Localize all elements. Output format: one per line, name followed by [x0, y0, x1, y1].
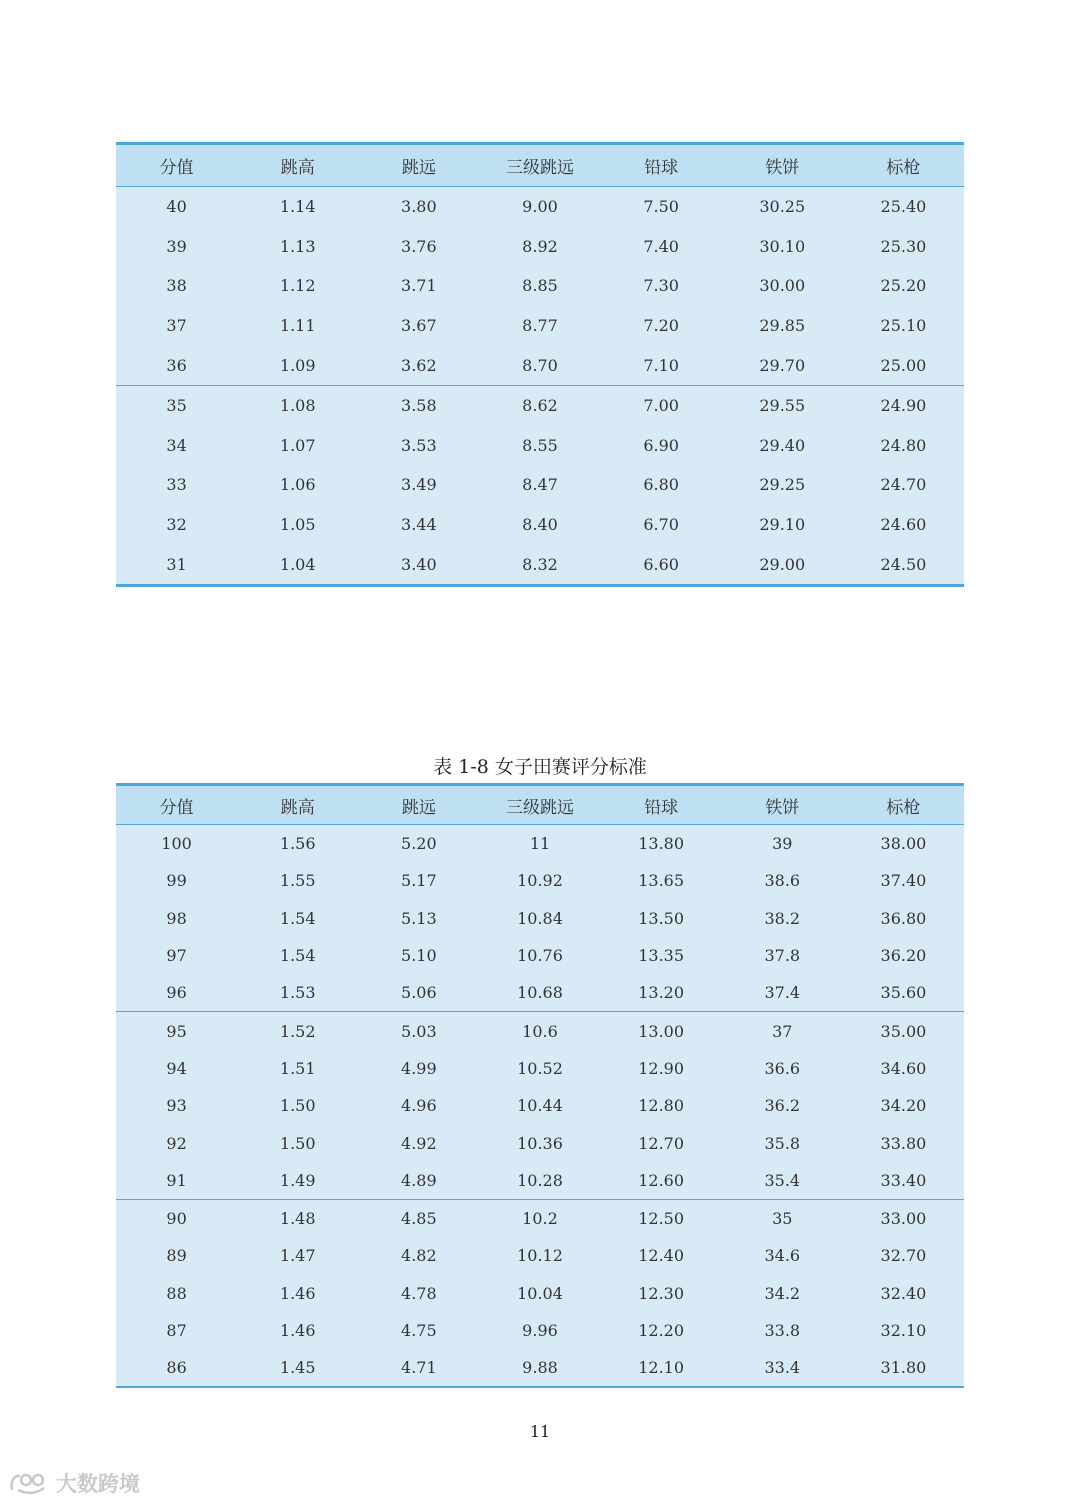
table-row	[116, 544, 964, 585]
table-cell: 1.04	[279, 554, 316, 574]
table-cell: 40	[166, 197, 187, 217]
table-cell: 12.70	[638, 1133, 685, 1153]
table-header-row	[116, 785, 964, 825]
column-header: 铁饼	[722, 144, 843, 187]
table-cell: 29.25	[759, 475, 806, 495]
table-row	[116, 1237, 964, 1274]
table-row	[116, 345, 964, 385]
table-cell: 4.82	[401, 1246, 437, 1266]
table-cell: 12.20	[638, 1321, 685, 1340]
table-cell: 4.96	[401, 1096, 437, 1116]
table-row	[116, 1050, 964, 1087]
table-row	[116, 862, 964, 899]
table-cell: 37.4	[722, 974, 843, 1012]
table-cell: 3.53	[401, 435, 437, 455]
table-cell: 10.2	[522, 1209, 558, 1229]
table-cell: 36.80	[880, 908, 927, 928]
table-cell: 5.03	[401, 1021, 437, 1041]
table-cell: 32.40	[880, 1283, 927, 1303]
table-cell: 1.49	[237, 1162, 358, 1200]
column-header: 分值	[116, 785, 237, 825]
table-cell: 9.88	[522, 1358, 558, 1378]
table-cell: 13.00	[638, 1021, 685, 1041]
table-cell: 37	[772, 1021, 793, 1041]
table-cell: 39	[772, 834, 793, 854]
table-cell: 12.10	[638, 1358, 685, 1378]
table-cell: 12.40	[638, 1246, 685, 1266]
scoring-table-continued	[116, 142, 964, 587]
table-cell: 8.55	[522, 435, 558, 455]
table-cell: 3.58	[401, 396, 437, 416]
table-cell: 35.00	[880, 1021, 927, 1041]
table-cell: 10.36	[517, 1133, 563, 1153]
table-cell: 8.85	[522, 276, 558, 296]
table-cell: 5.10	[401, 946, 437, 966]
table-cell: 35	[772, 1209, 793, 1229]
table-cell: 24.60	[880, 515, 927, 535]
table-cell: 36.20	[880, 946, 927, 966]
column-header: 三级跳远	[479, 144, 600, 187]
table-row	[116, 1312, 964, 1349]
table-cell: 3.67	[401, 316, 437, 336]
table-cell: 33.8	[764, 1321, 801, 1340]
table-cell: 1.09	[237, 345, 358, 385]
table-cell: 7.30	[643, 276, 679, 296]
table-cell: 88	[166, 1283, 187, 1303]
table-cell: 3.76	[401, 236, 437, 256]
table-row	[116, 1124, 964, 1161]
table-cell: 39	[166, 236, 187, 256]
table-cell: 1.08	[279, 396, 316, 416]
table-cell: 8.77	[522, 316, 558, 336]
table-cell: 3.62	[358, 345, 479, 385]
table-cell: 5.13	[401, 908, 437, 928]
table-cell: 32	[166, 515, 187, 535]
column-header: 跳高	[237, 785, 358, 825]
table-cell: 4.99	[401, 1058, 437, 1078]
table-cell: 1.07	[279, 435, 316, 455]
table-cell: 35.60	[843, 974, 964, 1012]
table-cell: 29.85	[759, 316, 806, 336]
table-cell: 10.28	[479, 1162, 600, 1200]
table-cell: 38.2	[764, 908, 801, 928]
table-cell: 12.30	[638, 1283, 685, 1303]
table-row	[116, 974, 964, 1012]
table-cell: 3.49	[401, 475, 437, 495]
table-cell: 86	[166, 1358, 187, 1378]
table-cell: 1.55	[279, 871, 316, 891]
column-header: 跳远	[358, 144, 479, 187]
table-cell: 7.50	[643, 197, 679, 217]
table-cell: 4.85	[401, 1209, 437, 1229]
table-cell: 24.50	[880, 554, 927, 574]
table-row	[116, 187, 964, 227]
table-cell: 11	[529, 834, 551, 854]
table-row	[116, 1162, 964, 1200]
watermark-text: 大数跨境	[56, 1472, 140, 1496]
table-cell: 89	[166, 1246, 187, 1266]
table-cell: 1.46	[279, 1321, 316, 1340]
table-cell: 1.05	[279, 515, 316, 535]
column-header: 三级跳远	[479, 785, 600, 825]
table-cell: 3.40	[401, 554, 437, 574]
table-cell: 13.80	[638, 834, 685, 854]
table-row	[116, 385, 964, 425]
table-cell: 1.56	[279, 834, 316, 854]
table-cell: 30.00	[759, 276, 806, 296]
table-cell: 8.62	[522, 396, 558, 416]
table-cell: 1.14	[279, 197, 316, 217]
table-cell: 6.60	[643, 554, 679, 574]
table-cell: 9.00	[522, 197, 558, 217]
table-cell: 3.80	[401, 197, 437, 217]
table-cell: 3.44	[401, 515, 437, 535]
table-cell: 35.8	[764, 1133, 801, 1153]
table-cell: 4.75	[401, 1321, 437, 1340]
table-cell: 33.40	[843, 1162, 964, 1200]
table-cell: 1.54	[279, 908, 316, 928]
women-field-scoring-table	[116, 783, 964, 1388]
table-cell: 1.06	[279, 475, 316, 495]
table-cell: 5.06	[358, 974, 479, 1012]
table-cell: 97	[166, 946, 187, 966]
table-cell: 91	[116, 1162, 237, 1200]
table-cell: 24.70	[880, 475, 927, 495]
table-cell: 25.10	[880, 316, 927, 336]
column-header: 标枪	[843, 144, 964, 187]
watermark	[8, 1468, 140, 1498]
table-row	[116, 1012, 964, 1050]
table-cell: 31	[166, 554, 187, 574]
table-cell: 38	[166, 276, 187, 296]
table-cell: 34.2	[764, 1283, 801, 1303]
table-row	[116, 426, 964, 466]
table-cell: 1.51	[279, 1058, 316, 1078]
table-cell: 32.10	[880, 1321, 927, 1340]
column-header: 分值	[116, 144, 237, 187]
table-cell: 25.00	[843, 345, 964, 385]
table-cell: 13.35	[638, 946, 685, 966]
table-cell: 1.13	[279, 236, 316, 256]
table-cell: 6.90	[643, 435, 679, 455]
table-cell: 29.00	[759, 554, 806, 574]
table-cell: 25.40	[880, 197, 927, 217]
table-cell: 34	[166, 435, 187, 455]
table-row	[116, 1087, 964, 1124]
table-cell: 96	[116, 974, 237, 1012]
table-cell: 1.50	[279, 1133, 316, 1153]
column-header: 跳远	[358, 785, 479, 825]
table-row	[116, 1199, 964, 1237]
column-header: 标枪	[843, 785, 964, 825]
table-cell: 29.40	[759, 435, 806, 455]
table-cell: 29.70	[722, 345, 843, 385]
table-cell: 33	[166, 475, 187, 495]
table-cell: 5.20	[401, 834, 437, 854]
table-cell: 1.48	[279, 1209, 316, 1229]
table-cell: 1.45	[279, 1358, 316, 1378]
column-header: 铅球	[601, 785, 722, 825]
table-cell: 7.10	[601, 345, 722, 385]
table-row	[116, 825, 964, 863]
table-cell: 1.52	[279, 1021, 316, 1041]
table-cell: 5.17	[401, 871, 437, 891]
table-header-row	[116, 144, 964, 187]
table-cell: 30.10	[759, 236, 806, 256]
table-cell: 3.71	[401, 276, 437, 296]
table-cell: 1.47	[279, 1246, 316, 1266]
table-cell: 10.04	[517, 1283, 563, 1303]
table-cell: 12.90	[638, 1058, 685, 1078]
table-cell: 1.54	[279, 946, 316, 966]
column-header: 跳高	[237, 144, 358, 187]
table-row	[116, 1275, 964, 1312]
table-row	[116, 465, 964, 505]
table-cell: 4.92	[401, 1133, 437, 1153]
table-cell: 34.6	[764, 1246, 801, 1266]
page-number: 11	[529, 1422, 551, 1441]
table-cell: 10.76	[517, 946, 563, 966]
table-cell: 12.50	[638, 1209, 685, 1229]
table-cell: 38.6	[764, 871, 801, 891]
table-cell: 1.53	[237, 974, 358, 1012]
table-cell: 8.92	[522, 236, 558, 256]
table-cell: 24.90	[880, 396, 927, 416]
table-cell: 35	[166, 396, 187, 416]
table-cell: 7.40	[643, 236, 679, 256]
table-cell: 1.12	[279, 276, 316, 296]
table-row	[116, 266, 964, 306]
table-cell: 12.60	[601, 1162, 722, 1200]
table-row	[116, 505, 964, 545]
table-row	[116, 306, 964, 346]
table-cell: 95	[166, 1021, 187, 1041]
table-cell: 35.4	[722, 1162, 843, 1200]
table-cell: 29.10	[759, 515, 806, 535]
table-cell: 34.20	[880, 1096, 927, 1116]
table-cell: 29.55	[759, 396, 806, 416]
table-cell: 36.6	[764, 1058, 801, 1078]
table-row	[116, 227, 964, 267]
table-cell: 12.80	[638, 1096, 685, 1116]
table-cell: 31.80	[880, 1358, 927, 1378]
table-cell: 13.65	[638, 871, 685, 891]
table-cell: 99	[166, 871, 187, 891]
table-cell: 36	[116, 345, 237, 385]
table-cell: 37.40	[880, 871, 927, 891]
table-cell: 90	[166, 1209, 187, 1229]
table-cell: 94	[166, 1058, 187, 1078]
column-header: 铅球	[601, 144, 722, 187]
table-cell: 8.70	[479, 345, 600, 385]
table-cell: 7.20	[643, 316, 679, 336]
table-cell: 25.30	[880, 236, 927, 256]
table-row	[116, 937, 964, 974]
table-cell: 10.44	[517, 1096, 563, 1116]
column-header: 铁饼	[722, 785, 843, 825]
table-cell: 9.96	[522, 1321, 558, 1340]
brand-logo-icon	[8, 1470, 52, 1496]
table-cell: 13.20	[601, 974, 722, 1012]
table-cell: 10.84	[517, 908, 563, 928]
table-cell: 1.50	[279, 1096, 316, 1116]
table-cell: 10.52	[517, 1058, 563, 1078]
table-cell: 10.68	[479, 974, 600, 1012]
table-cell: 10.6	[522, 1021, 558, 1041]
table-row	[116, 1349, 964, 1387]
table-cell: 4.78	[401, 1283, 437, 1303]
table-row	[116, 900, 964, 937]
table-cell: 24.80	[880, 435, 927, 455]
table-cell: 92	[166, 1133, 187, 1153]
table-cell: 8.40	[522, 515, 558, 535]
table-cell: 32.70	[880, 1246, 927, 1266]
table-cell: 10.92	[517, 871, 563, 891]
table-cell: 6.70	[643, 515, 679, 535]
table-cell: 34.60	[880, 1058, 927, 1078]
table-cell: 38.00	[880, 834, 927, 854]
table-cell: 30.25	[759, 197, 806, 217]
table-cell: 1.11	[279, 316, 316, 336]
table-cell: 100	[161, 834, 192, 854]
table-cell: 1.46	[279, 1283, 316, 1303]
table-cell: 33.00	[880, 1209, 927, 1229]
table-cell: 37	[166, 316, 187, 336]
table-cell: 4.71	[401, 1358, 437, 1378]
table-cell: 33.4	[764, 1358, 801, 1378]
table-cell: 10.12	[517, 1246, 563, 1266]
table-cell: 36.2	[764, 1096, 801, 1116]
table-cell: 7.00	[643, 396, 679, 416]
table-cell: 13.50	[638, 908, 685, 928]
table-cell: 6.80	[643, 475, 679, 495]
table-cell: 98	[166, 908, 187, 928]
table-cell: 8.47	[522, 475, 558, 495]
table-cell: 8.32	[522, 554, 558, 574]
table-cell: 25.20	[880, 276, 927, 296]
table-cell: 93	[166, 1096, 187, 1116]
table-caption: 表 1-8 女子田赛评分标准	[433, 756, 647, 778]
table-cell: 37.8	[764, 946, 801, 966]
table-cell: 33.80	[880, 1133, 927, 1153]
table-cell: 87	[166, 1321, 187, 1340]
table-cell: 4.89	[358, 1162, 479, 1200]
